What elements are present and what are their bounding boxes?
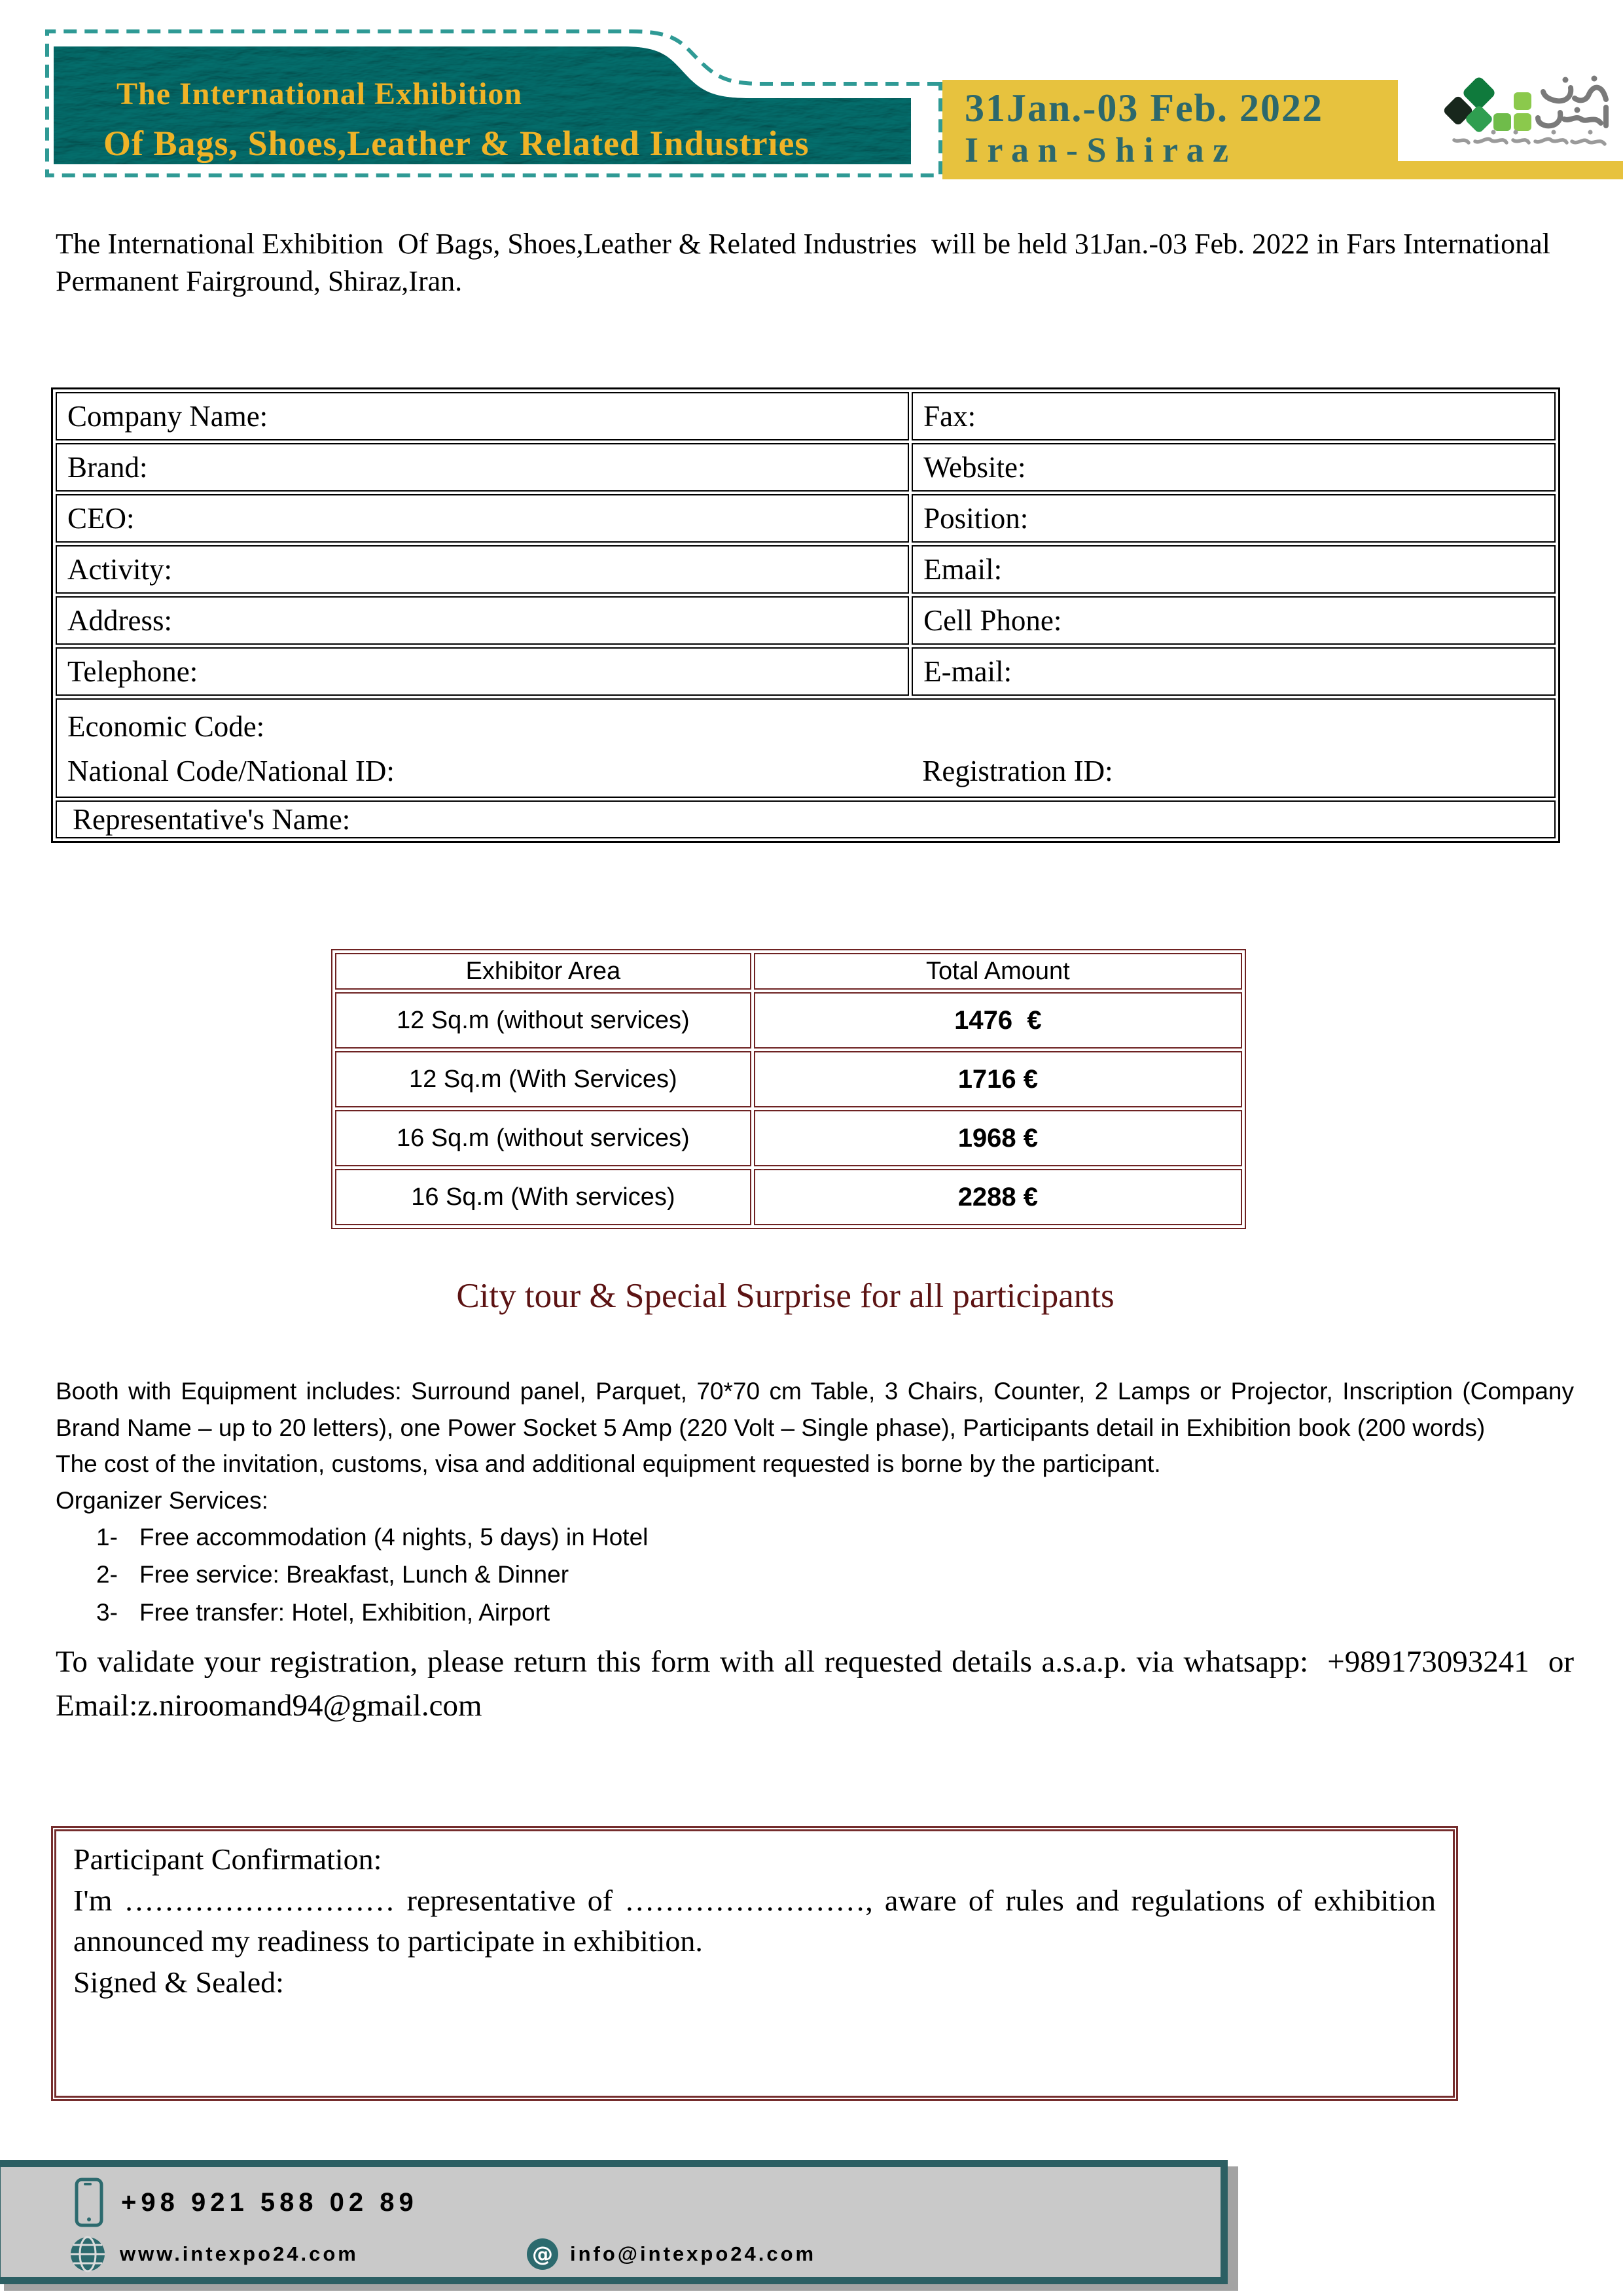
event-date-box <box>942 80 1398 179</box>
organizer-logo <box>1437 60 1613 162</box>
service-text: Free transfer: Hotel, Exhibition, Airport <box>139 1598 550 1626</box>
table-row <box>56 800 1556 838</box>
footer-email-link[interactable]: info@intexpo24.com <box>570 2242 817 2265</box>
table-row <box>56 443 1556 492</box>
list-item <box>56 1518 1574 1556</box>
event-location: I r a n - S h i r a z <box>965 130 1229 170</box>
logo-farsi-tagline <box>1454 130 1605 145</box>
organizer-services-label: Organizer Services: <box>56 1486 268 1514</box>
service-number: 1- <box>96 1524 118 1551</box>
table-row <box>56 494 1556 543</box>
pricing-row <box>335 1169 1242 1225</box>
table-row <box>56 596 1556 645</box>
field-ceo[interactable]: CEO: <box>56 494 909 543</box>
field-address[interactable]: Address: <box>56 596 909 645</box>
pricing-row <box>335 992 1242 1049</box>
field-economic-codes[interactable] <box>56 698 1556 798</box>
table-row <box>56 698 1556 798</box>
cost-note: The cost of the invitation, customs, visa and additional equipment requested is borne by the participant. <box>56 1450 1161 1477</box>
area-12-with: 12 Sq.m (With Services) <box>335 1051 751 1107</box>
booth-equipment-paragraph: Booth with Equipment includes: Surround panel, Parquet, 70*70 cm Table, 3 Chairs, Counter, 2 Lamps or Projector, Inscription (Company Brand Name – up to 20 letters), one Power Socket 5 Amp (220 Volt – Single phase), Participants detail in Exhibition book (200 words) <box>56 1378 1574 1441</box>
price-16-without: 1968 € <box>754 1110 1242 1166</box>
area-12-without: 12 Sq.m (without services) <box>335 992 751 1049</box>
col-header-total-amount: Total Amount <box>754 953 1242 990</box>
field-position[interactable]: Position: <box>912 494 1556 543</box>
footer-phone-row <box>74 2178 418 2227</box>
service-number: 3- <box>96 1598 118 1626</box>
city-tour-headline: City tour & Special Surprise for all participants <box>456 1277 1115 1315</box>
service-text: Free accommodation (4 nights, 5 days) in Hotel <box>139 1524 649 1551</box>
pricing-header-row <box>335 953 1242 990</box>
national-code-label: National Code/National ID: <box>67 754 395 787</box>
logo-farsi-word2 <box>1538 107 1606 126</box>
globe-icon <box>69 2235 107 2273</box>
confirmation-body: I'm ……………………… representative of ……………………, aware of rules and regulations of exhibition announced my readiness to participate in exhibition. <box>73 1883 1436 1958</box>
phone-icon <box>74 2178 104 2227</box>
event-dates: 31Jan.-03 Feb. 2022 <box>965 86 1323 130</box>
area-16-without: 16 Sq.m (without services) <box>335 1110 751 1166</box>
pricing-row <box>335 1110 1242 1166</box>
field-fax[interactable]: Fax: <box>912 392 1556 440</box>
field-e-mail[interactable]: E-mail: <box>912 647 1556 696</box>
participant-confirmation-box <box>51 1826 1458 2101</box>
validate-registration-paragraph: To validate your registration, please return this form with all requested details a.s.a.p. via whatsapp: +989173093241 or Email:z.niroomand94@gmail.com <box>56 1645 1590 1723</box>
signed-sealed-label: Signed & Sealed: <box>73 1965 284 1999</box>
price-12-without: 1476 € <box>754 992 1242 1049</box>
area-16-with: 16 Sq.m (With services) <box>335 1169 751 1225</box>
field-cell-phone[interactable]: Cell Phone: <box>912 596 1556 645</box>
logo-farsi-word1 <box>1543 76 1606 101</box>
field-telephone[interactable]: Telephone: <box>56 647 909 696</box>
footer-phone-number: +98 921 588 02 89 <box>121 2187 418 2217</box>
service-text: Free service: Breakfast, Lunch & Dinner <box>139 1561 569 1588</box>
logo-green-squares <box>1442 75 1531 134</box>
footer-website-link[interactable]: www.intexpo24.com <box>120 2242 359 2265</box>
registration-id-label: Registration ID: <box>922 754 1113 787</box>
field-representative-name[interactable]: Representative's Name: <box>56 800 1556 838</box>
field-activity[interactable]: Activity: <box>56 545 909 594</box>
pricing-row <box>335 1051 1242 1107</box>
footer-links-row <box>69 2235 816 2273</box>
col-header-exhibitor-area: Exhibitor Area <box>335 953 751 990</box>
footer-contact-bar <box>0 2160 1228 2284</box>
banner-title-line2: Of Bags, Shoes,Leather & Related Industries <box>103 124 810 163</box>
service-number: 2- <box>96 1561 118 1588</box>
at-icon <box>526 2237 560 2271</box>
table-row <box>56 545 1556 594</box>
yellow-strip <box>1397 161 1623 179</box>
banner-title-line1: The International Exhibition <box>116 77 523 111</box>
price-12-with: 1716 € <box>754 1051 1242 1107</box>
list-item <box>56 1594 1574 1631</box>
economic-code-label: Economic Code: <box>67 710 265 743</box>
pricing-table <box>331 949 1246 1229</box>
intro-paragraph: The International Exhibition Of Bags, Shoes,Leather & Related Industries will be held 31Jan.-03 Feb. 2022 in Fars International Permanent Fairground, Shiraz,Iran. <box>56 228 1558 298</box>
field-email[interactable]: Email: <box>912 545 1556 594</box>
field-website[interactable]: Website: <box>912 443 1556 492</box>
registration-form-table <box>51 387 1560 843</box>
svg-text:@: @ <box>532 2242 553 2267</box>
field-brand[interactable]: Brand: <box>56 443 909 492</box>
table-row <box>56 647 1556 696</box>
table-row <box>56 392 1556 440</box>
field-company-name[interactable]: Company Name: <box>56 392 909 440</box>
price-16-with: 2288 € <box>754 1169 1242 1225</box>
details-section <box>56 1373 1590 1728</box>
list-item <box>56 1556 1574 1593</box>
confirmation-title: Participant Confirmation: <box>73 1842 382 1876</box>
